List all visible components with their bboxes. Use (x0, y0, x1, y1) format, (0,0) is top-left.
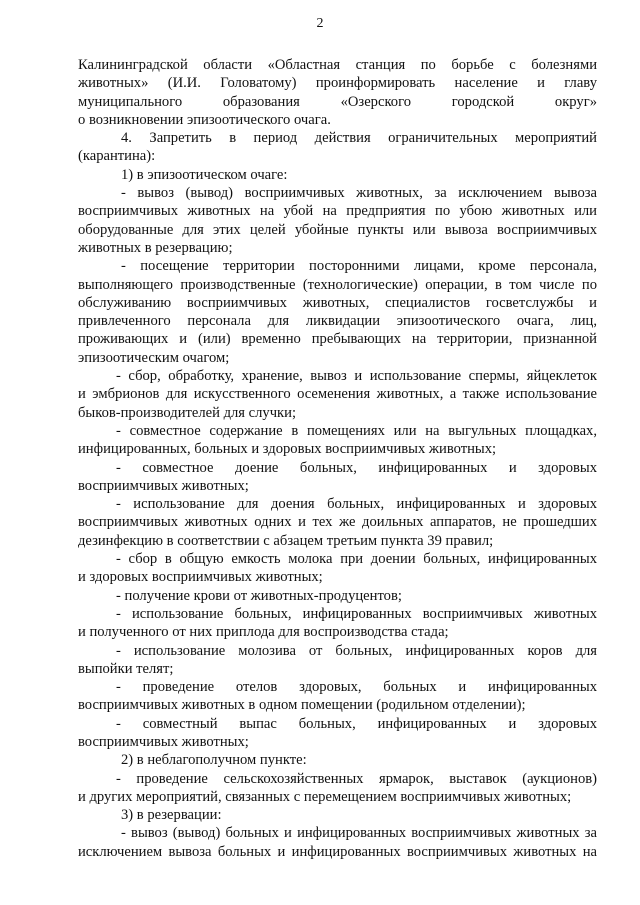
text-line: - вывоз (вывод) больных и инфицированных восприимчивых животных за (121, 825, 597, 842)
text-line: - сбор в общую емкость молока при доении больных, инфицированных (116, 551, 597, 568)
text-line: инфицированных, больных и здоровых восприимчивых животных; (78, 441, 497, 458)
text-line: - использование для доения больных, инфицированных и здоровых (116, 496, 597, 513)
text-line: (карантина): (78, 148, 156, 165)
text-line: быков-производителей для случки; (78, 404, 297, 421)
text-line: выполняющего производственные (технологические) операции, в том числе по (78, 276, 597, 293)
text-line: - совместный выпас больных, инфицированных и здоровых (116, 715, 597, 732)
text-line: и других мероприятий, связанных с перемещением восприимчивых животных; (78, 788, 572, 805)
text-line: и эмбрионов для искусственного осеменения животных, а также использование (78, 386, 597, 403)
text-line: - совместное доение больных, инфицированных и здоровых (116, 459, 597, 476)
text-line: муниципального образования «Озерского городской округ» (78, 93, 597, 110)
text-line: - вывоз (вывод) восприимчивых животных, за исключением вывоза (121, 185, 597, 202)
text-line: дезинфекцию в соответствии с абзацем третьим пункта 39 правил; (78, 532, 494, 549)
text-line: - получение крови от животных-продуцентов; (116, 587, 402, 604)
text-line: - совместное содержание в помещениях или на выгульных площадках, (116, 422, 597, 439)
text-line: и полученного от них приплода для воспроизводства стада; (78, 624, 449, 641)
page-number: 2 (316, 16, 324, 31)
text-line: 4. Запретить в период действия ограничительных мероприятий (121, 130, 597, 147)
text-line: привлеченного персонала для ликвидации эпизоотического очага, лиц, (78, 313, 597, 330)
text-line: восприимчивых животных; (78, 733, 249, 750)
text-line: животных в резервацию; (78, 239, 233, 256)
text-line: - посещение территории посторонними лицами, кроме персонала, (121, 258, 597, 275)
text-line: и здоровых восприимчивых животных; (78, 569, 323, 586)
text-line: восприимчивых животных на убой на предприятия по убою животных или (78, 203, 597, 220)
text-line: - проведение сельскохозяйственных ярмарок, выставок (аукционов) (116, 770, 597, 787)
text-line: оборудованные для этих целей убойные пункты или вывоза восприимчивых (78, 221, 597, 238)
text-line: - сбор, обработку, хранение, вывоз и использование спермы, яйцеклеток (116, 368, 597, 385)
text-line: - использование больных, инфицированных восприимчивых животных (116, 605, 597, 622)
text-line: обслуживанию восприимчивых животных, специалистов госветслужбы и (78, 294, 597, 311)
text-line: выпойки телят; (78, 660, 174, 677)
text-line: - использование молозива от больных, инфицированных коров для (116, 642, 597, 659)
text-line: исключением вывоза больных и инфицированных восприимчивых животных на (78, 843, 597, 860)
text-line: 3) в резервации: (121, 807, 222, 824)
text-line: проживающих и (или) временно пребывающих на территории, признанной (78, 331, 597, 348)
text-line: Калининградской области «Областная станция по борьбе с болезнями (78, 57, 597, 73)
text-line: восприимчивых животных; (78, 477, 249, 494)
text-line: 2) в неблагополучном пункте: (121, 752, 307, 769)
text-line: животных» (И.И. Головатому) проинформировать население и главу (78, 75, 597, 92)
text-line: восприимчивых животных в одном помещении (родильном отделении); (78, 697, 526, 714)
text-line: восприимчивых животных одних и тех же доильных аппаратов, не прошедших (78, 514, 597, 531)
text-line: о возникновении эпизоотического очага. (78, 111, 331, 128)
text-line: эпизоотическим очагом; (78, 349, 230, 366)
text-line: 1) в эпизоотическом очаге: (121, 166, 288, 183)
document-body (78, 56, 597, 861)
text-line: - проведение отелов здоровых, больных и инфицированных (116, 679, 597, 696)
